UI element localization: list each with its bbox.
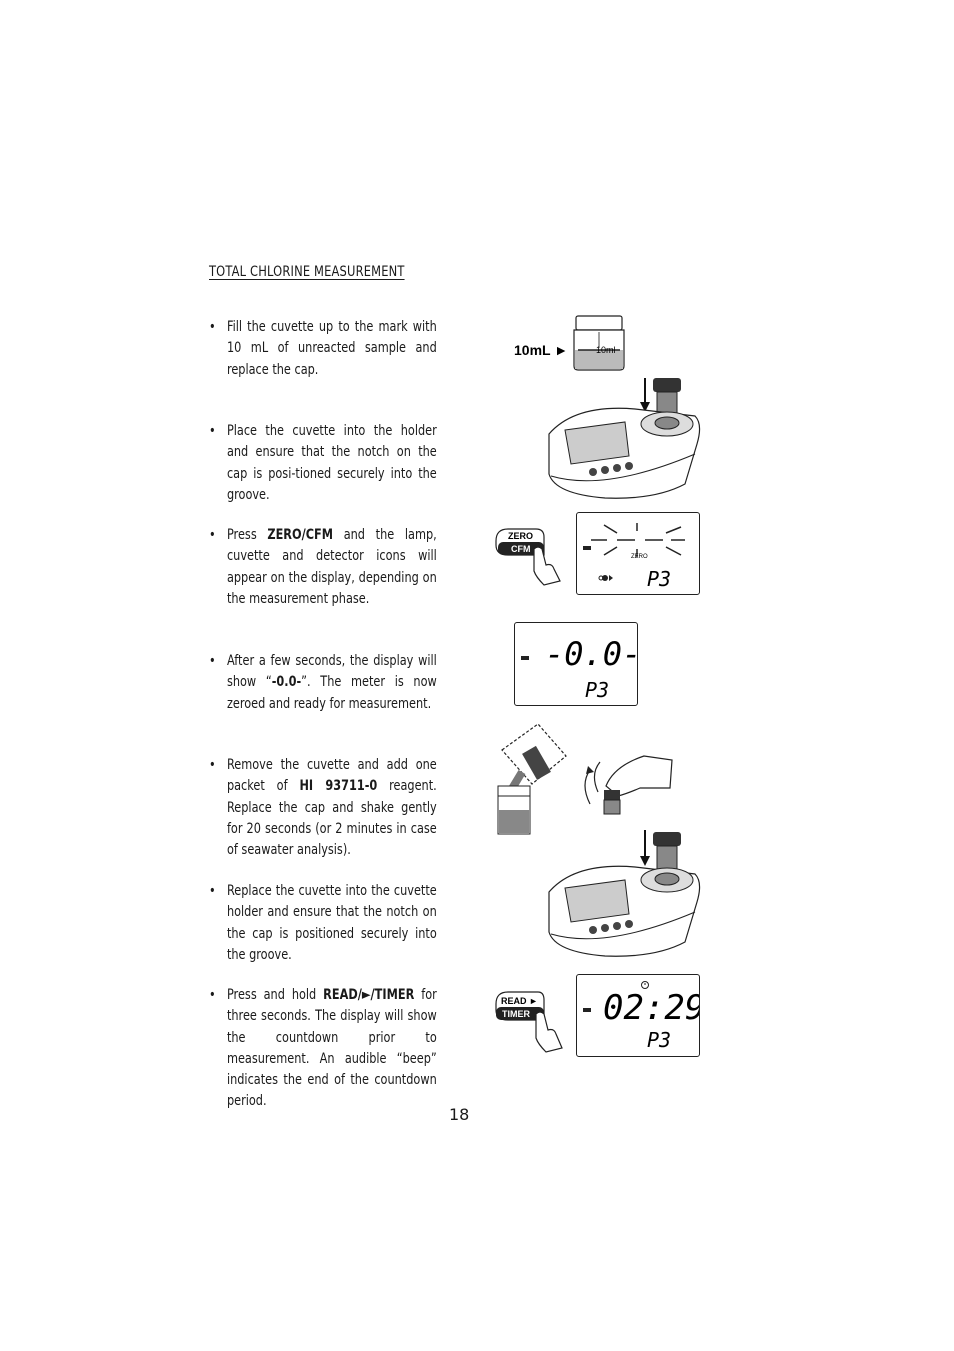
step-2: • Place the cuvette into the holder and ensure that the notch on the cap is posi-tioned securely into the groove. bbox=[209, 423, 437, 503]
step-4: • After a few seconds, the display will show “-0.0-”. The meter is now zeroed and ready for measurement. bbox=[209, 653, 437, 712]
page-number: 18 bbox=[449, 1105, 470, 1124]
step-6: • Replace the cuvette into the cuvette holder and ensure that the notch on the cap is positioned securely into the groove. bbox=[209, 883, 437, 963]
step-5: • Remove the cuvette and add one packet of HI 93711-0 reagent. Replace the cap and shake gently for 20 seconds (or 2 minutes in case of seawater analysis). bbox=[209, 757, 437, 859]
zero-key-top-label: ZERO bbox=[508, 531, 534, 541]
lcd-timer-code: P3 bbox=[647, 1028, 672, 1052]
lcd-zeroed-display bbox=[514, 622, 638, 706]
lcd-program-code: P3 bbox=[647, 567, 672, 591]
lcd-zeroed-value: -0.0- bbox=[545, 635, 637, 673]
cuvette-volume-label: 10mL ► bbox=[514, 342, 569, 358]
lcd-timer-value: 02:29 bbox=[603, 988, 699, 1028]
reagent-add-illustration bbox=[494, 722, 679, 836]
meter-insert-illustration-1 bbox=[545, 364, 705, 504]
step-7: • Press and hold READ/►/TIMER for three seconds. The display will show the countdown prior to measurement. An audible “beep” indicates the end of the countdown period. bbox=[209, 987, 437, 1110]
zero-key-bottom-label: CFM bbox=[511, 544, 531, 554]
lcd-zeroed-code: P3 bbox=[585, 678, 610, 702]
step-3: • Press ZERO/CFM and the lamp, cuvette and detector icons will appear on the display, depending on the measurement phase. bbox=[209, 527, 437, 607]
lamp-cuvette-detector-icon bbox=[599, 575, 613, 581]
lcd-timer-display bbox=[576, 974, 700, 1057]
lcd-zero-display bbox=[576, 512, 700, 595]
step-1: • Fill the cuvette up to the mark with 10 mL of unreacted sample and replace the cap. bbox=[209, 319, 437, 378]
zero-cfm-key-illustration bbox=[494, 527, 566, 587]
read-key-bottom-label: TIMER bbox=[502, 1009, 530, 1019]
meter-insert-illustration-2 bbox=[545, 826, 705, 960]
read-key-top-label: READ ► bbox=[501, 996, 538, 1006]
section-heading: TOTAL CHLORINE MEASUREMENT bbox=[209, 264, 405, 280]
lcd-zero-small-label: ZERO bbox=[631, 554, 648, 560]
cuvette-mark-label: 10ml bbox=[596, 345, 616, 355]
read-timer-key-illustration bbox=[494, 990, 566, 1054]
